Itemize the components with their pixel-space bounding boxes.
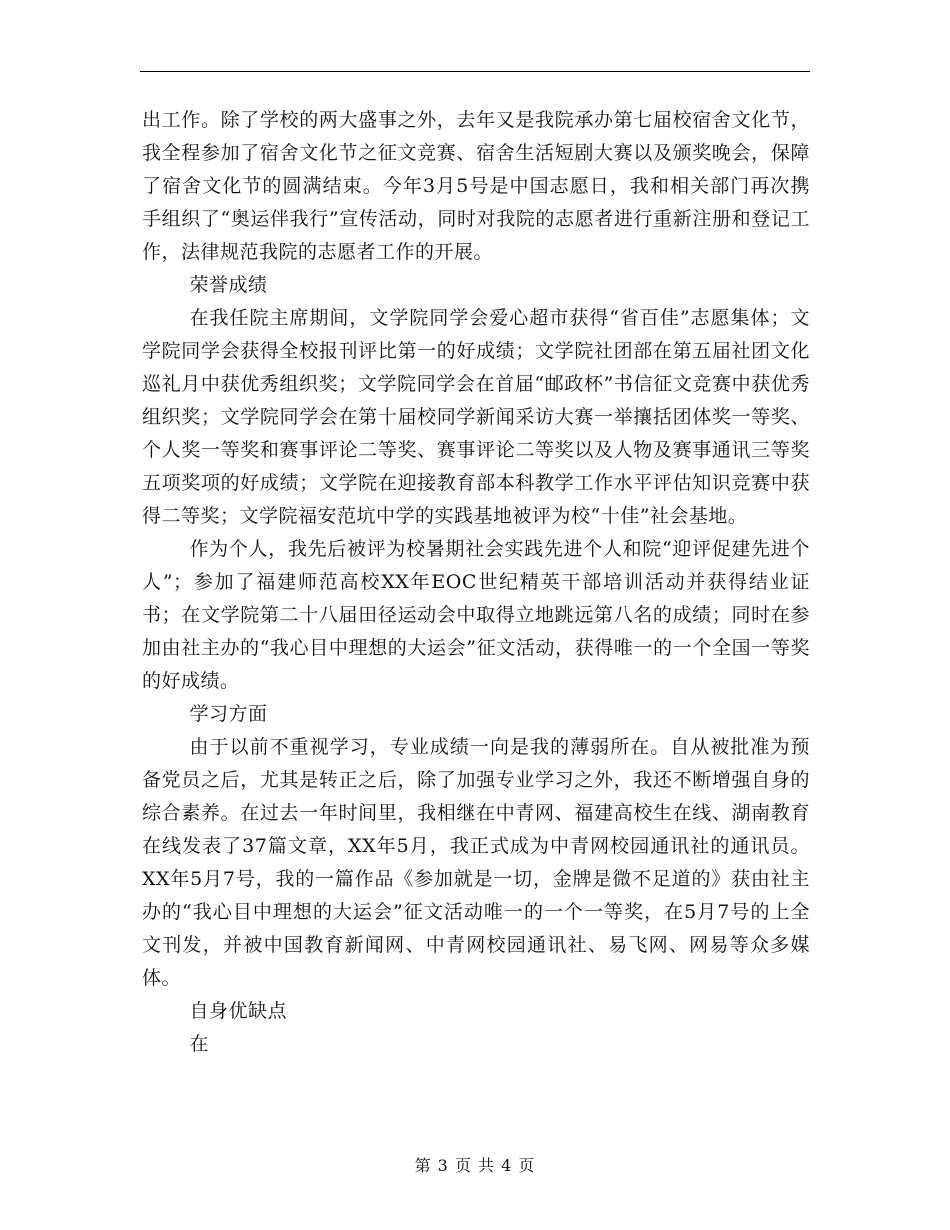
page-number-footer: 第 3 页 共 4 页 — [414, 1156, 536, 1175]
paragraph-honors-collective: 在我任院主席期间，文学院同学会爱心超市获得“省百佳”志愿集体；文学院同学会获得全校报刊评比第一的好成绩；文学院社团部在第五届社团文化巡礼月中获优秀组织奖；文学院同学会在首届“邮政杯”书信征文竞赛中获优秀组织奖；文学院同学会在第十届校同学新闻采访大赛一举攘括团体奖一等奖、个人奖一等奖和赛事评论二等奖、赛事评论二等奖以及人物及赛事通讯三等奖五项奖项的好成绩；文学院在迎接教育部本科教学工作水平评估知识竞赛中获得二等奖；文学院福安范坑中学的实践基地被评为校“十佳”社会基地。 — [142, 307, 810, 527]
section-heading-strengths: 自身优缺点 — [189, 1000, 288, 1022]
document-body — [142, 104, 810, 1061]
section-heading-study: 学习方面 — [189, 703, 268, 725]
paragraph-study: 由于以前不重视学习，专业成绩一向是我的薄弱所在。自从被批准为预备党员之后，尤其是转正之后，除了加强专业学习之外，我还不断增强自身的综合素养。在过去一年时间里，我相继在中青网、福建高校生在线、湖南教育在线发表了37篇文章，XX年5月，我正式成为中青网校园通讯社的通讯员。XX年5月7号，我的一篇作品《参加就是一切，金牌是微不足道的》获由社主办的“我心目中理想的大运会”征文活动唯一的一个一等奖，在5月7号的上全文刊发，并被中国教育新闻网、中青网校园通讯社、易飞网、网易等众多媒体。 — [142, 736, 810, 989]
paragraph-continuation: 出工作。除了学校的两大盛事之外，去年又是我院承办第七届校宿舍文化节，我全程参加了宿舍文化节之征文竞赛、宿舍生活短剧大赛以及颁奖晚会，保障了宿舍文化节的圆满结束。今年3月5号是中国志愿日，我和相关部门再次携手组织了“奥运伴我行”宣传活动，同时对我院的志愿者进行重新注册和登记工作，法律规范我院的志愿者工作的开展。 — [142, 109, 810, 263]
section-heading-honors: 荣誉成绩 — [189, 274, 268, 296]
paragraph-honors-personal: 作为个人，我先后被评为校暑期社会实践先进个人和院“迎评促建先进个人”；参加了福建师范高校XX年EOC世纪精英干部培训活动并获得结业证书；在文学院第二十八届田径运动会中取得立地跳远第八名的成绩；同时在参加由社主办的“我心目中理想的大运会”征文活动，获得唯一的一个全国一等奖的好成绩。 — [142, 538, 810, 692]
header-rule — [140, 71, 810, 72]
paragraph-strengths-start: 在 — [189, 1033, 210, 1055]
